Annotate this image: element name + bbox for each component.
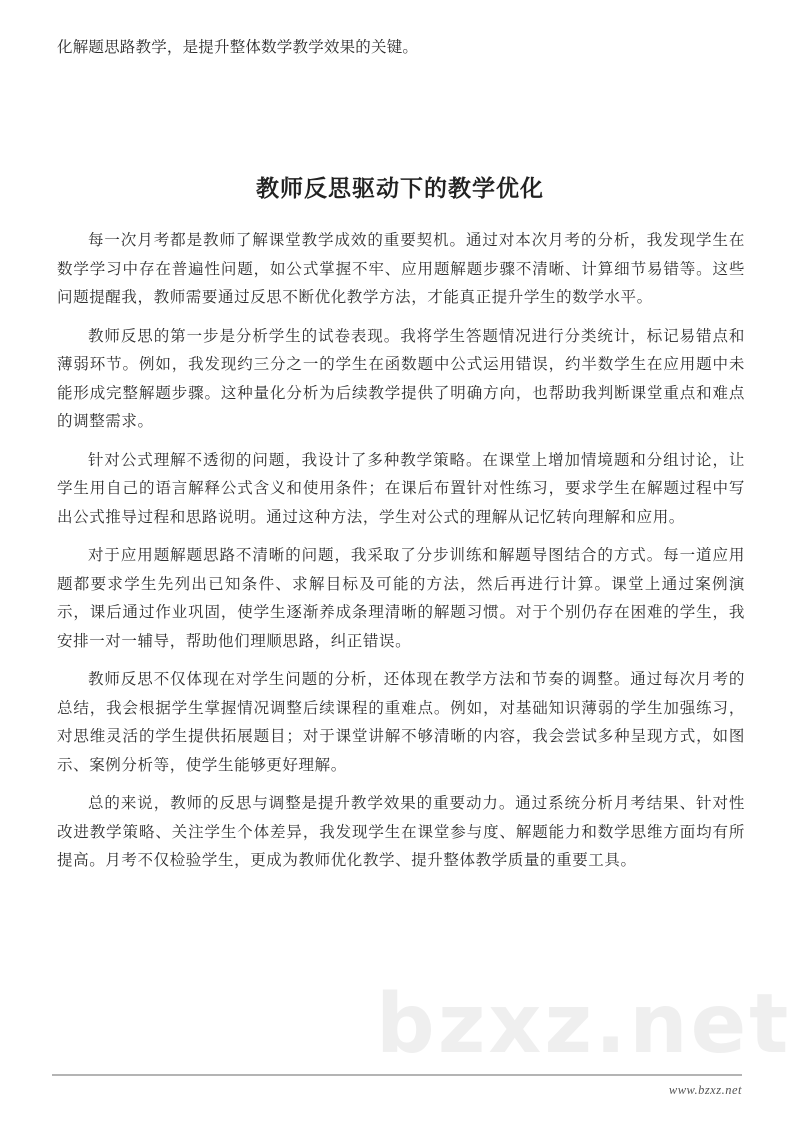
paragraph-formula-strategy: 针对公式理解不透彻的问题，我设计了多种教学策略。在课堂上增加情境题和分组讨论，让学生用自己的语言解释公式含义和使用条件；在课后布置针对性练习，要求学生在解题过程中写出公式推导过程和思路说明。通过这种方法，学生对公式的理解从记忆转向理解和应用。 (57, 450, 745, 526)
paragraph-word-problems: 对于应用题解题思路不清晰的问题，我采取了分步训练和解题导图结合的方式。每一道应用题都要求学生先列出已知条件、求解目标及可能的方法，然后再进行计算。课堂上通过案例演示，课后通过作业巩固，使学生逐渐养成条理清晰的解题习惯。对于个别仍存在困难的学生，我安排一对一辅导，帮助他们理顺思路，纠正错误。 (57, 546, 745, 650)
footer-divider (52, 1074, 742, 1076)
paragraph-analysis: 教师反思的第一步是分析学生的试卷表现。我将学生答题情况进行分类统计，标记易错点和薄弱环节。例如，我发现约三分之一的学生在函数题中公式运用错误，约半数学生在应用题中未能形成完整解题步骤。这种量化分析为后续教学提供了明确方向，也帮助我判断课堂重点和难点的调整需求。 (57, 326, 745, 430)
paragraph-pacing-adjustment: 教师反思不仅体现在对学生问题的分析，还体现在教学方法和节奏的调整。通过每次月考的总结，我会根据学生掌握情况调整后续课程的重难点。例如，对基础知识薄弱的学生加强练习，对思维灵活的学生提供拓展题目；对于课堂讲解不够清晰的内容，我会尝试多种呈现方式，如图示、案例分析等，使学生能够更好理解。 (57, 670, 745, 774)
continued-paragraph-line: 化解题思路教学，是提升整体数学教学效果的关键。 (57, 38, 419, 56)
footer-url: www.bzxz.net (668, 1083, 742, 1097)
paragraph-conclusion: 总的来说，教师的反思与调整是提升教学效果的重要动力。通过系统分析月考结果、针对性改进教学策略、关注学生个体差异，我发现学生在课堂参与度、解题能力和数学思维方面均有所提高。月考不仅检验学生，更成为教师优化教学、提升整体教学质量的重要工具。 (57, 794, 745, 869)
watermark: bzxz.net (376, 977, 792, 1072)
body-text (57, 226, 745, 885)
paragraph-intro: 每一次月考都是教师了解课堂教学成效的重要契机。通过对本次月考的分析，我发现学生在数学学习中存在普遍性问题，如公式掌握不牢、应用题解题步骤不清晰、计算细节易错等。这些问题提醒我，教师需要通过反思不断优化教学方法，才能真正提升学生的数学水平。 (57, 231, 745, 306)
section-title: 教师反思驱动下的教学优化 (256, 176, 544, 202)
